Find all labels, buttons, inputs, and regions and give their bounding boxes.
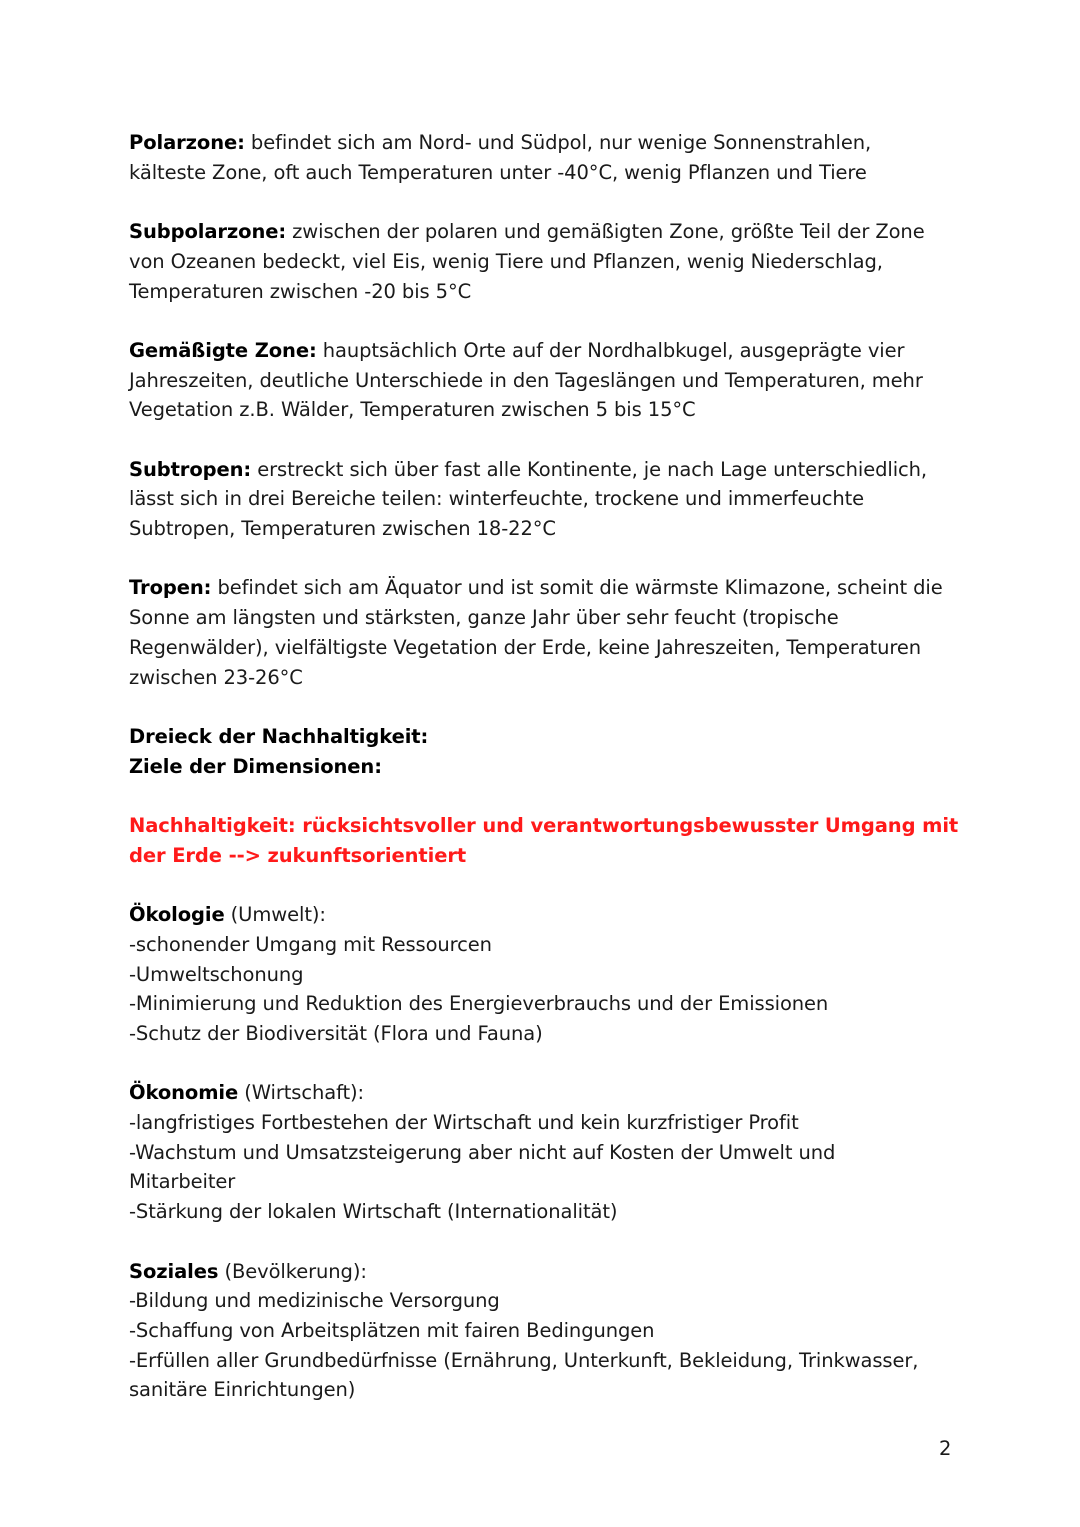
line-text: Sonne am längsten und stärksten, ganze Jahr über sehr feucht (tropische	[129, 606, 839, 630]
text-line	[129, 841, 969, 871]
line-text: von Ozeanen bedeckt, viel Eis, wenig Tiere und Pflanzen, wenig Niederschlag,	[129, 249, 883, 273]
line-text: (Umwelt):	[224, 903, 326, 927]
line-text: befindet sich am Nord- und Südpol, nur wenige Sonnenstrahlen,	[244, 131, 872, 154]
text-line	[129, 1346, 969, 1376]
term-label: Soziales	[129, 1259, 219, 1283]
line-text: Subtropen, Temperaturen zwischen 18-22°C	[129, 517, 556, 541]
text-line	[129, 514, 969, 544]
text-line	[129, 1257, 969, 1287]
text-line	[129, 1108, 969, 1138]
text-line	[129, 633, 969, 663]
line-text: -Schaffung von Arbeitsplätzen mit fairen Bedingungen	[129, 1318, 655, 1342]
text-line	[129, 930, 969, 960]
text-line	[129, 247, 969, 277]
text-line	[129, 217, 969, 247]
text-line	[129, 722, 969, 752]
line-text: Vegetation z.B. Wälder, Temperaturen zwischen 5 bis 15°C	[129, 398, 696, 422]
line-text: befindet sich am Äquator und ist somit die wärmste Klimazone, scheint die	[211, 576, 943, 600]
text-line	[129, 395, 969, 425]
line-text: Dreieck der Nachhaltigkeit:	[129, 724, 429, 748]
paragraph-oekologie	[129, 900, 969, 1049]
term-label: Ökonomie	[129, 1081, 239, 1105]
line-text: lässt sich in drei Bereiche teilen: winterfeuchte, trockene und immerfeuchte	[129, 487, 865, 511]
text-line	[129, 158, 969, 188]
line-text: -schonender Umgang mit Ressourcen	[129, 932, 492, 956]
line-text: -Erfüllen aller Grundbedürfnisse (Ernährung, Unterkunft, Bekleidung, Trinkwasser,	[129, 1348, 919, 1372]
line-text: Mitarbeiter	[129, 1170, 236, 1194]
line-text: zwischen 23-26°C	[129, 665, 303, 689]
text-line	[129, 960, 969, 990]
line-text: -Stärkung der lokalen Wirtschaft (Internationalität)	[129, 1200, 618, 1224]
text-line	[129, 336, 969, 366]
paragraph-oekonomie	[129, 1078, 969, 1227]
line-text: hauptsächlich Orte auf der Nordhalbkugel, ausgeprägte vier	[316, 338, 905, 362]
text-line	[129, 989, 969, 1019]
term-label: Tropen:	[129, 576, 212, 600]
text-line	[129, 663, 969, 693]
term-label: Ökologie	[129, 903, 225, 927]
text-line	[129, 811, 969, 841]
line-text: der Erde --> zukunftsorientiert	[129, 843, 467, 867]
text-line	[129, 900, 969, 930]
line-text: sanitäre Einrichtungen)	[129, 1378, 356, 1402]
text-line	[129, 1197, 969, 1227]
term-label: Gemäßigte Zone:	[129, 338, 317, 362]
paragraph-subpolarzone	[129, 217, 969, 306]
line-text: (Bevölkerung):	[218, 1259, 367, 1283]
term-label: Subtropen:	[129, 457, 252, 481]
line-text: -Umweltschonung	[129, 962, 304, 986]
line-text: zwischen der polaren und gemäßigten Zone, größte Teil der Zone	[286, 220, 925, 244]
text-line	[129, 128, 969, 158]
term-label: Polarzone:	[129, 131, 245, 154]
line-text: (Wirtschaft):	[238, 1081, 365, 1105]
text-line	[129, 573, 969, 603]
text-line	[129, 1138, 969, 1168]
text-line	[129, 277, 969, 307]
paragraph-soziales	[129, 1257, 969, 1406]
line-text: Regenwälder), vielfältigste Vegetation der Erde, keine Jahreszeiten, Temperaturen	[129, 635, 922, 659]
line-text: -Bildung und medizinische Versorgung	[129, 1289, 500, 1313]
line-text: Jahreszeiten, deutliche Unterschiede in den Tageslängen und Temperaturen, mehr	[129, 368, 923, 392]
line-text: -Minimierung und Reduktion des Energieverbrauchs und der Emissionen	[129, 992, 829, 1016]
paragraph-tropen	[129, 573, 969, 692]
paragraph-dreieck	[129, 722, 969, 781]
text-line	[129, 1167, 969, 1197]
paragraph-subtropen	[129, 455, 969, 544]
text-line	[129, 1286, 969, 1316]
line-text: Nachhaltigkeit: rücksichtsvoller und verantwortungsbewusster Umgang mit	[129, 814, 959, 838]
paragraph-gemaessigte-zone	[129, 336, 969, 425]
line-text: kälteste Zone, oft auch Temperaturen unter -40°C, wenig Pflanzen und Tiere	[129, 160, 867, 184]
line-text: Ziele der Dimensionen:	[129, 754, 382, 778]
text-line	[129, 366, 969, 396]
text-line	[129, 1078, 969, 1108]
text-line	[129, 1316, 969, 1346]
term-label: Subpolarzone:	[129, 220, 287, 244]
page-number: 2	[939, 1437, 952, 1460]
paragraph-polarzone	[129, 128, 969, 187]
line-text: Temperaturen zwischen -20 bis 5°C	[129, 279, 472, 303]
text-line	[129, 752, 969, 782]
text-line	[129, 603, 969, 633]
text-line	[129, 1375, 969, 1405]
document-body	[129, 128, 969, 1435]
text-line	[129, 455, 969, 485]
line-text: -Wachstum und Umsatzsteigerung aber nicht auf Kosten der Umwelt und	[129, 1140, 836, 1164]
line-text: -langfristiges Fortbestehen der Wirtschaft und kein kurzfristiger Profit	[129, 1111, 799, 1135]
paragraph-definition	[129, 811, 969, 870]
text-line	[129, 484, 969, 514]
line-text: -Schutz der Biodiversität (Flora und Fauna)	[129, 1021, 543, 1045]
line-text: erstreckt sich über fast alle Kontinente, je nach Lage unterschiedlich,	[251, 457, 927, 481]
text-line	[129, 1019, 969, 1049]
